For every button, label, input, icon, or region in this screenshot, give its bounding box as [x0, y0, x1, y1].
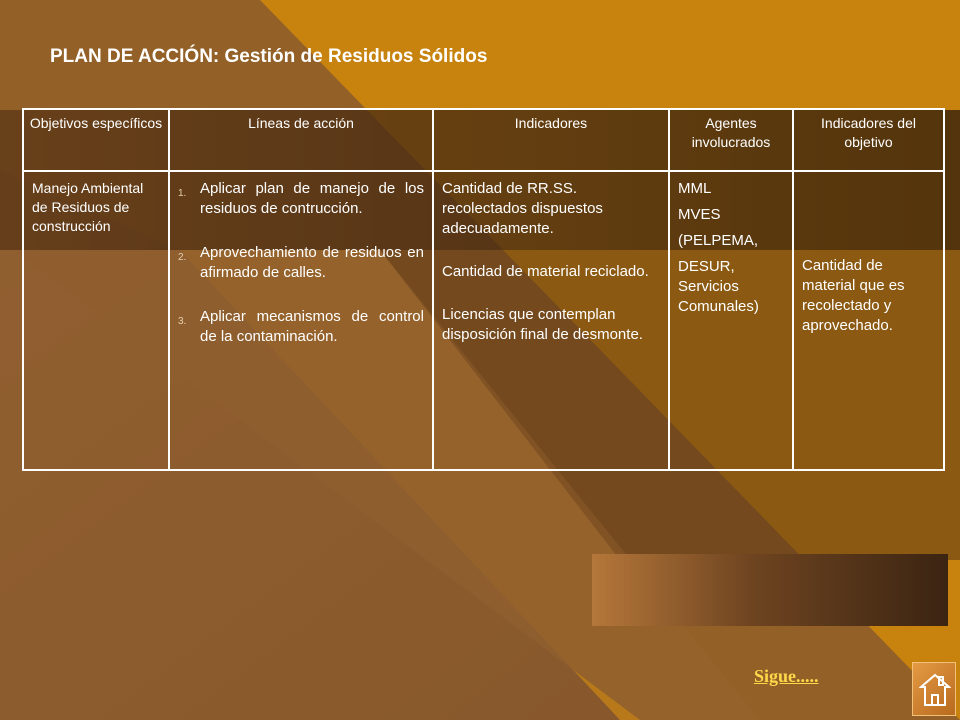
table-header-row: [23, 109, 944, 171]
header-agentes: Agentes involucrados: [669, 109, 793, 171]
indicators-cell: [433, 171, 669, 470]
action-text: Aplicar plan de manejo de los residuos de contrucción.: [200, 180, 424, 217]
actions-cell: [169, 171, 433, 470]
list-number: 1.: [178, 188, 187, 199]
header-objetivos: Objetivos específicos: [23, 109, 169, 171]
next-slide-link[interactable]: Sigue.....: [754, 666, 819, 686]
agent-text: MML: [678, 180, 712, 197]
indicator-text: Cantidad de material reciclado.: [442, 263, 649, 280]
agent-text: MVES: [678, 206, 721, 223]
agent-text: (PELPEMA,: [678, 232, 759, 249]
home-icon: [919, 673, 951, 707]
slide-title: PLAN DE ACCIÓN: Gestión de Residuos Sólidos: [50, 46, 488, 67]
header-lineas: Líneas de acción: [169, 109, 433, 171]
agent-text: DESUR, Servicios Comunales): [678, 258, 759, 315]
action-text: Aplicar mecanismos de control de la contaminación.: [200, 308, 424, 345]
header-indicadores-objetivo: Indicadores del objetivo: [793, 109, 944, 171]
list-number: 3.: [178, 316, 187, 327]
indicator-text: Cantidad de RR.SS. recolectados dispuestos adecuadamente.: [442, 180, 603, 237]
objective-indicator-cell: Cantidad de material que es recolectado y aprovechado.: [793, 171, 944, 470]
list-item: [178, 179, 424, 219]
actions-list: [178, 179, 424, 347]
list-item: [178, 307, 424, 347]
decorative-gradient-box: [592, 554, 948, 626]
action-text: Aprovechamiento de residuos en afirmado de calles.: [200, 244, 424, 281]
agents-cell: [669, 171, 793, 470]
action-plan-table: [22, 108, 945, 471]
list-item: [178, 243, 424, 283]
header-indicadores: Indicadores: [433, 109, 669, 171]
home-button[interactable]: [912, 662, 956, 716]
list-number: 2.: [178, 252, 187, 263]
objective-cell: Manejo Ambiental de Residuos de construcción: [23, 171, 169, 470]
table-row: [23, 171, 944, 470]
indicator-text: Licencias que contemplan disposición final de desmonte.: [442, 306, 643, 343]
